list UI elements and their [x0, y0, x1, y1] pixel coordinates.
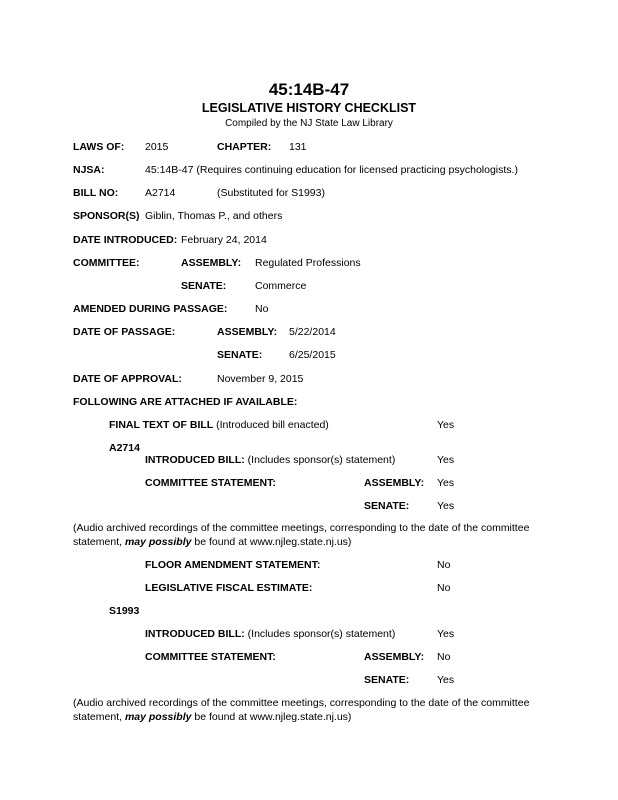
s1993-audio-note	[73, 697, 543, 724]
final-text-row	[109, 419, 329, 431]
njsa-value: 45:14B-47 (Requires continuing education for licensed practicing psychologists.)	[145, 164, 518, 176]
final-text-label: FINAL TEXT OF BILL	[109, 419, 214, 431]
committee-assembly-label: ASSEMBLY:	[181, 257, 242, 269]
a2714-audio-note	[73, 522, 543, 549]
final-text-value: Yes	[437, 419, 455, 431]
passage-assembly-label: ASSEMBLY:	[217, 326, 278, 338]
committee-label: COMMITTEE:	[73, 257, 140, 269]
a2714-assembly-value: Yes	[437, 477, 455, 489]
s1993-committee-label: COMMITTEE STATEMENT:	[145, 651, 276, 663]
bill-no-label: BILL NO:	[73, 187, 119, 199]
bill-no-note: (Substituted for S1993)	[217, 187, 325, 199]
s1993-introduced-label: INTRODUCED BILL:	[145, 628, 245, 640]
date-introduced-value: February 24, 2014	[181, 234, 267, 246]
s1993-senate-label: SENATE:	[364, 674, 410, 686]
page-subtitle: LEGISLATIVE HISTORY CHECKLIST	[201, 101, 417, 115]
sponsors-value: Giblin, Thomas P., and others	[145, 210, 283, 222]
a2714-audio-text-2: be found at www.njleg.state.nj.us)	[191, 535, 352, 548]
s1993-assembly-value: No	[437, 651, 451, 663]
s1993-assembly-label: ASSEMBLY:	[364, 651, 425, 663]
a2714-committee-label: COMMITTEE STATEMENT:	[145, 477, 276, 489]
a2714-assembly-label: ASSEMBLY:	[364, 477, 425, 489]
a2714-audio-emphasis: may possibly	[124, 535, 192, 548]
a2714-introduced-value: Yes	[437, 454, 455, 466]
passage-senate-label: SENATE:	[217, 349, 263, 361]
amended-label: AMENDED DURING PASSAGE:	[73, 303, 228, 315]
s1993-bill-heading: S1993	[109, 605, 140, 617]
a2714-audio-text-1: (Audio archived recordings of the committee meetings, corresponding to the date of the committee statement,	[73, 522, 530, 548]
page-title: 45:14B-47	[268, 80, 350, 99]
date-of-approval-value: November 9, 2015	[217, 373, 304, 385]
s1993-audio-text-1: (Audio archived recordings of the committee meetings, corresponding to the date of the committee statement,	[73, 697, 530, 723]
s1993-audio-text-2: be found at www.njleg.state.nj.us)	[191, 710, 352, 723]
a2714-fiscal-label: LEGISLATIVE FISCAL ESTIMATE:	[145, 582, 313, 594]
passage-senate-value: 6/25/2015	[289, 349, 336, 361]
a2714-introduced-row	[145, 454, 395, 466]
a2714-introduced-note: (Includes sponsor(s) statement)	[247, 454, 396, 466]
date-of-approval-label: DATE OF APPROVAL:	[73, 373, 182, 385]
a2714-senate-value: Yes	[437, 500, 455, 512]
chapter-value: 131	[289, 141, 307, 153]
s1993-audio-emphasis: may possibly	[124, 710, 192, 723]
chapter-label: CHAPTER:	[217, 141, 272, 153]
a2714-fiscal-value: No	[437, 582, 451, 594]
amended-value: No	[255, 303, 269, 315]
s1993-introduced-note: (Includes sponsor(s) statement)	[247, 628, 396, 640]
laws-of-label: LAWS OF:	[73, 141, 125, 153]
following-attached-heading: FOLLOWING ARE ATTACHED IF AVAILABLE:	[73, 396, 298, 408]
sponsors-label: SPONSOR(S)	[73, 210, 140, 222]
a2714-floor-value: No	[437, 559, 451, 571]
final-text-note: (Introduced bill enacted)	[216, 419, 329, 431]
committee-senate-value: Commerce	[255, 280, 307, 292]
bill-no-value: A2714	[145, 187, 176, 199]
a2714-senate-label: SENATE:	[364, 500, 410, 512]
date-of-passage-label: DATE OF PASSAGE:	[73, 326, 176, 338]
a2714-bill-heading: A2714	[109, 442, 140, 454]
s1993-introduced-value: Yes	[437, 628, 455, 640]
passage-assembly-value: 5/22/2014	[289, 326, 336, 338]
s1993-senate-value: Yes	[437, 674, 455, 686]
a2714-floor-label: FLOOR AMENDMENT STATEMENT:	[145, 559, 321, 571]
committee-assembly-value: Regulated Professions	[255, 257, 361, 269]
njsa-label: NJSA:	[73, 164, 105, 176]
s1993-introduced-row	[145, 628, 395, 640]
date-introduced-label: DATE INTRODUCED:	[73, 234, 178, 246]
committee-senate-label: SENATE:	[181, 280, 227, 292]
a2714-introduced-label: INTRODUCED BILL:	[145, 454, 245, 466]
laws-of-value: 2015	[145, 141, 169, 153]
compiled-by: Compiled by the NJ State Law Library	[225, 118, 393, 129]
